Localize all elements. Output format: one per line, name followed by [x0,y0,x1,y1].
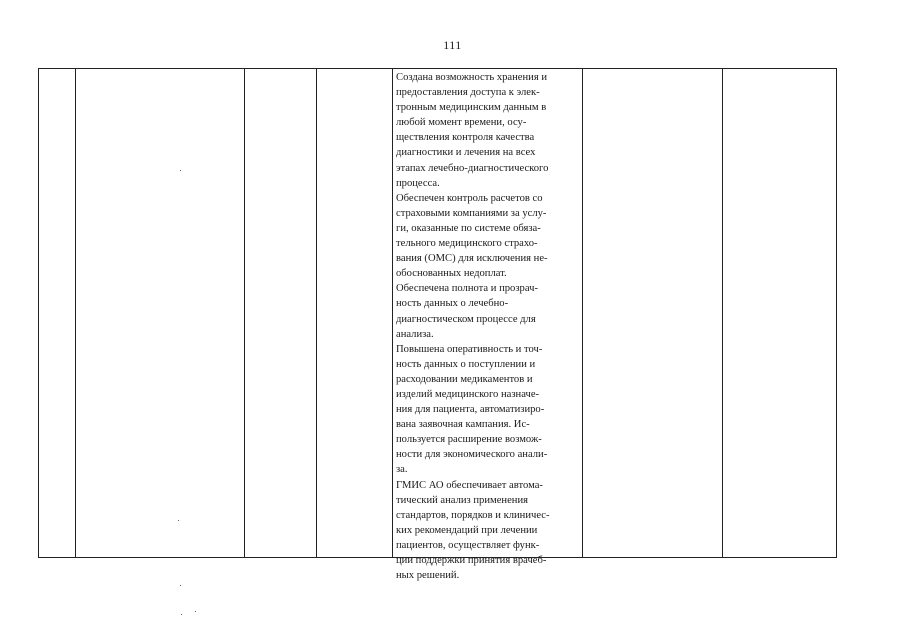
description-line: Повышена оперативность и точ- [396,343,543,355]
description-line: ГМИС АО обеспечивает автома- [396,479,543,491]
table-column-divider [582,69,583,557]
description-line: обоснованных недоплат. [396,268,507,280]
description-line: Обеспечен контроль расчетов со [396,192,543,204]
scan-speck [181,614,182,615]
description-line: вания (ОМС) для исключения не- [396,253,548,265]
scan-speck [178,520,179,521]
page-number: 111 [443,38,462,52]
scan-speck [195,611,196,612]
description-line: тельного медицинского страхо- [396,238,538,250]
description-line: предоставления доступа к элек- [396,87,540,99]
description-line: анализа. [396,328,434,340]
table-column-divider [244,69,245,557]
description-line: ции поддержки принятия врачеб- [396,555,547,566]
description-line: стандартов, порядков и клиничес- [396,509,550,521]
table-column-divider [316,69,317,557]
description-line: ных решений. [396,570,460,582]
table-column-divider [722,69,723,557]
description-cell [396,70,582,583]
description-line: ществления контроля качества [396,132,535,144]
description-line: пациентов, осуществляет функ- [396,539,540,551]
description-line: ния для пациента, автоматизиро- [396,404,545,416]
description-line: любой момент времени, осу- [396,117,527,129]
description-line: вана заявочная кампания. Ис- [396,419,530,431]
description-line: тронным медицинским данным в [396,102,547,114]
description-line: ность данных о лечебно- [396,298,509,310]
description-line: расходовании медикаментов и [396,373,533,385]
table-column-divider [392,69,393,557]
document-table [38,68,837,582]
scan-speck [180,170,181,171]
description-line: процесса. [396,177,440,189]
description-line: диагностики и лечения на всех [396,147,536,159]
description-line: пользуется расширение возмож- [396,434,542,446]
description-line: за. [396,464,408,476]
description-line: ких рекомендаций при лечении [396,524,538,536]
description-line: ность данных о поступлении и [396,358,536,370]
description-line: этапах лечебно-диагностического [396,162,549,174]
description-line: тический анализ применения [396,494,529,506]
description-line: ги, оказанные по системе обяза- [396,222,541,234]
description-line: ности для экономического анали- [396,449,548,461]
description-line: Обеспечена полнота и прозрач- [396,283,538,295]
description-line: страховыми компаниями за услу- [396,207,547,219]
description-line: Создана возможность хранения и [396,72,548,83]
table-column-divider [75,69,76,557]
description-line: изделий медицинского назначе- [396,388,540,400]
description-line: диагностическом процессе для [396,313,536,325]
scan-speck [180,585,181,586]
